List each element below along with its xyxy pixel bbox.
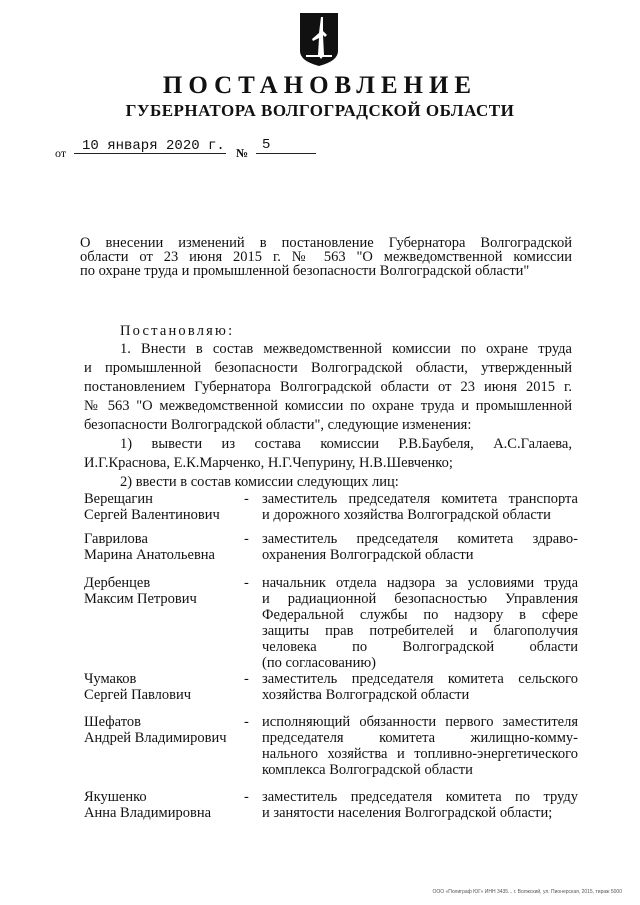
position-line: (по согласованию) [262,655,376,671]
date-underline [74,153,226,154]
position-line: заместитель председателя комитета сельского [262,671,578,687]
position-line: и занятости населения Волгоградской области; [262,805,553,821]
member-given-names: Сергей Валентинович [84,507,220,523]
document-title: ПОСТАНОВЛЕНИЕ [162,72,478,99]
position-line: исполняющий обязанности первого заместителя [262,714,578,730]
member-given-names: Сергей Павлович [84,687,192,703]
member-name [84,714,227,746]
position-line: охранения Волгоградской области [262,547,474,563]
subject-line: по охране труда и промышленной безопасности Волгоградской области" [80,263,530,279]
document-date: 10 января 2020 г. [82,138,225,154]
member-given-names: Максим Петрович [84,591,197,607]
item-1-line: постановлением Губернатора Волгоградской области от 23 июня 2015 г. [84,379,572,395]
subject-line: О внесении изменений в постановление Губернатора Волгоградской [80,235,572,251]
member-name [84,575,197,607]
sub-item-1 [84,435,572,473]
position-line: и радиационной безопасностью Управления [262,591,578,607]
dash-separator: - [244,714,249,730]
position-line: заместитель председателя комитета здраво- [262,531,578,547]
position-line: человека по Волгоградской области [262,639,578,655]
emblem-icon [298,11,340,67]
position-line: председателя комитета жилищно-комму- [262,730,578,746]
number-prefix: № [236,146,249,160]
sub-item-1-line: 1) вывести из состава комиссии Р.В.Баубеля, А.С.Галаева, [120,436,572,452]
member-position [262,714,578,778]
dash-separator: - [244,491,249,507]
position-line: хозяйства Волгоградской области [262,687,470,703]
dash-separator: - [244,789,249,805]
document-subject [80,236,572,278]
member-position [262,575,578,671]
item-1-line: № 563 "О межведомственной комиссии по охране труда и промышленной [84,398,572,414]
number-underline [256,153,316,154]
member-name [84,671,191,703]
item-1-line: 1. Внести в состав межведомственной комиссии по охране труда [120,341,572,357]
subject-line: области от 23 июня 2015 г. № 563 "О межведомственной комиссии [80,249,572,265]
position-line: начальник отдела надзора за условиями труда [262,575,578,591]
member-position [262,671,578,703]
item-1-line: и промышленной безопасности Волгоградской области, утвержденный [84,360,572,376]
position-line: заместитель председателя комитета по труду [262,789,578,805]
member-name [84,491,220,523]
printer-imprint: ООО «Полиграф ЮГ» ИНН 3435... г. Волжский, ул. Пионерская, 2015, тираж 5000 [432,889,622,895]
member-position [262,491,578,523]
position-line: нального хозяйства и топливно-энергетического [262,746,578,762]
document-number: 5 [262,137,271,153]
member-given-names: Анна Владимировна [84,805,212,821]
date-prefix: от [55,146,67,160]
position-line: и дорожного хозяйства Волгоградской области [262,507,551,523]
document-subtitle: ГУБЕРНАТОРА ВОЛГОГРАДСКОЙ ОБЛАСТИ [125,101,515,120]
sub-item-2: 2) ввести в состав комиссии следующих лиц: [120,474,399,490]
member-position [262,531,578,563]
dash-separator: - [244,531,249,547]
item-1-line: безопасности Волгоградской области", следующие изменения: [84,417,472,433]
dash-separator: - [244,671,249,687]
member-surname: Гаврилова [84,531,148,547]
member-surname: Дербенцев [84,575,151,591]
member-surname: Верещагин [84,491,153,507]
dash-separator: - [244,575,249,591]
member-name [84,789,211,821]
position-line: Федеральной службы по надзору в сфере [262,607,578,623]
sub-item-1-line: И.Г.Краснова, Е.К.Марченко, Н.Г.Чепурину, Н.В.Шевченко; [84,455,453,471]
member-given-names: Андрей Владимирович [84,730,227,746]
resolve-heading: Постановляю: [120,323,235,339]
member-surname: Чумаков [84,671,137,687]
item-1-paragraph [84,340,572,435]
member-given-names: Марина Анатольевна [84,547,215,563]
position-line: заместитель председателя комитета транспорта [262,491,578,507]
position-line: защиты прав потребителей и благополучия [262,623,578,639]
member-name [84,531,215,563]
position-line: комплекса Волгоградской области [262,762,473,778]
member-surname: Якушенко [84,789,147,805]
member-position [262,789,578,821]
member-surname: Шефатов [84,714,141,730]
